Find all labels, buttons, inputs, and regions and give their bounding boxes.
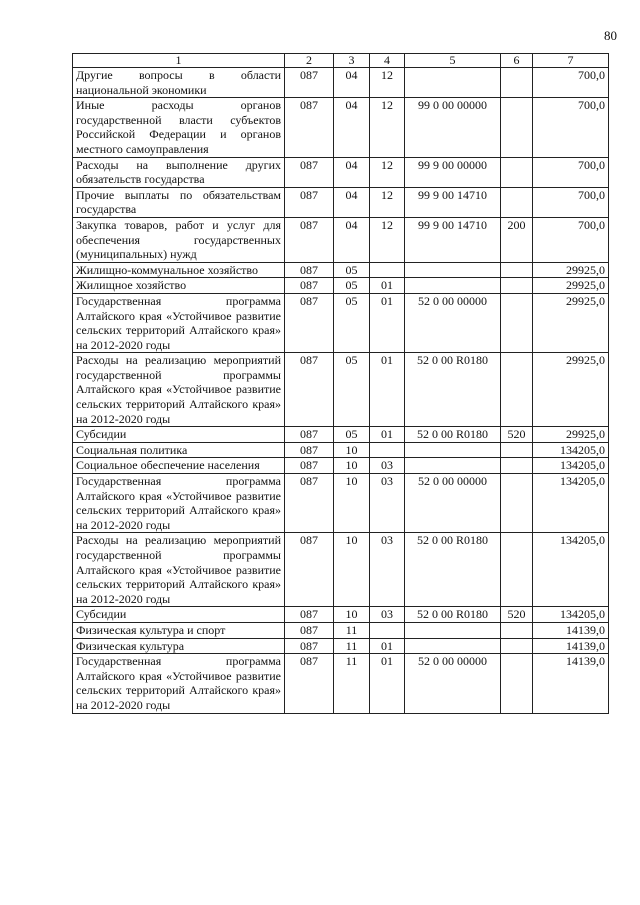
row-admin-code-cell: 087 [285, 187, 334, 217]
table-row [73, 278, 609, 294]
row-amount-cell: 29925,0 [533, 293, 609, 352]
row-name-cell: Расходы на реализацию мероприятий государственной программы Алтайского края «Устойчивое развитие сельских территорий Алтайского края» на 2012-2020 годы [73, 533, 285, 607]
table-row [73, 262, 609, 278]
row-subsection-cell: 12 [370, 157, 405, 187]
row-target-code-cell: 52 0 00 R0180 [405, 533, 501, 607]
row-subsection-cell [370, 262, 405, 278]
row-target-code-cell [405, 278, 501, 294]
row-section-cell: 10 [334, 458, 370, 474]
row-amount-cell: 700,0 [533, 68, 609, 98]
row-target-code-cell [405, 622, 501, 638]
row-name-cell: Государственная программа Алтайского края «Устойчивое развитие сельских территорий Алтайского края» на 2012-2020 годы [73, 474, 285, 533]
row-expense-type-cell [501, 442, 533, 458]
row-name-cell: Закупка товаров, работ и услуг для обеспечения государственных (муниципальных) нужд [73, 217, 285, 262]
row-expense-type-cell [501, 474, 533, 533]
row-subsection-cell [370, 622, 405, 638]
row-expense-type-cell [501, 654, 533, 713]
row-target-code-cell [405, 262, 501, 278]
row-section-cell: 10 [334, 474, 370, 533]
row-section-cell: 05 [334, 353, 370, 427]
row-admin-code-cell: 087 [285, 442, 334, 458]
row-expense-type-cell [501, 187, 533, 217]
row-amount-cell: 29925,0 [533, 262, 609, 278]
header-col-1: 1 [73, 54, 285, 68]
row-amount-cell: 700,0 [533, 187, 609, 217]
table-row [73, 217, 609, 262]
row-expense-type-cell [501, 353, 533, 427]
table-row [73, 533, 609, 607]
row-admin-code-cell: 087 [285, 157, 334, 187]
row-subsection-cell: 01 [370, 654, 405, 713]
table-row [73, 654, 609, 713]
table-row [73, 458, 609, 474]
row-subsection-cell: 12 [370, 217, 405, 262]
row-subsection-cell: 01 [370, 427, 405, 443]
header-col-4: 4 [370, 54, 405, 68]
row-admin-code-cell: 087 [285, 622, 334, 638]
row-section-cell: 10 [334, 442, 370, 458]
row-section-cell: 04 [334, 68, 370, 98]
row-name-cell: Субсидии [73, 427, 285, 443]
row-name-cell: Социальное обеспечение населения [73, 458, 285, 474]
row-subsection-cell: 01 [370, 293, 405, 352]
table-row [73, 187, 609, 217]
row-admin-code-cell: 087 [285, 458, 334, 474]
table-row [73, 427, 609, 443]
row-section-cell: 11 [334, 622, 370, 638]
row-subsection-cell: 03 [370, 533, 405, 607]
row-section-cell: 05 [334, 293, 370, 352]
row-section-cell: 11 [334, 654, 370, 713]
row-target-code-cell: 99 0 00 00000 [405, 98, 501, 157]
row-target-code-cell: 52 0 00 00000 [405, 474, 501, 533]
row-name-cell: Государственная программа Алтайского края «Устойчивое развитие сельских территорий Алтайского края» на 2012-2020 годы [73, 293, 285, 352]
table-row [73, 68, 609, 98]
row-subsection-cell: 03 [370, 607, 405, 623]
row-target-code-cell [405, 442, 501, 458]
row-name-cell: Жилищно-коммунальное хозяйство [73, 262, 285, 278]
row-admin-code-cell: 087 [285, 217, 334, 262]
row-expense-type-cell [501, 622, 533, 638]
row-target-code-cell [405, 458, 501, 474]
row-section-cell: 04 [334, 217, 370, 262]
row-target-code-cell: 99 9 00 00000 [405, 157, 501, 187]
row-name-cell: Расходы на выполнение других обязательств государства [73, 157, 285, 187]
row-admin-code-cell: 087 [285, 68, 334, 98]
budget-table [72, 53, 609, 714]
row-amount-cell: 29925,0 [533, 427, 609, 443]
table-row [73, 607, 609, 623]
row-section-cell: 04 [334, 157, 370, 187]
row-name-cell: Физическая культура [73, 638, 285, 654]
table-row [73, 293, 609, 352]
row-subsection-cell [370, 442, 405, 458]
row-admin-code-cell: 087 [285, 293, 334, 352]
row-section-cell: 10 [334, 607, 370, 623]
row-amount-cell: 134205,0 [533, 442, 609, 458]
header-col-6: 6 [501, 54, 533, 68]
row-amount-cell: 134205,0 [533, 607, 609, 623]
row-subsection-cell: 01 [370, 278, 405, 294]
row-name-cell: Социальная политика [73, 442, 285, 458]
row-expense-type-cell [501, 638, 533, 654]
row-subsection-cell: 12 [370, 98, 405, 157]
row-subsection-cell: 12 [370, 187, 405, 217]
row-expense-type-cell [501, 293, 533, 352]
row-target-code-cell: 52 0 00 R0180 [405, 427, 501, 443]
row-subsection-cell: 01 [370, 638, 405, 654]
row-amount-cell: 14139,0 [533, 622, 609, 638]
row-amount-cell: 700,0 [533, 157, 609, 187]
row-amount-cell: 29925,0 [533, 278, 609, 294]
row-target-code-cell: 52 0 00 R0180 [405, 607, 501, 623]
row-target-code-cell: 99 9 00 14710 [405, 187, 501, 217]
row-name-cell: Физическая культура и спорт [73, 622, 285, 638]
table-row [73, 98, 609, 157]
row-amount-cell: 14139,0 [533, 654, 609, 713]
row-amount-cell: 134205,0 [533, 474, 609, 533]
row-name-cell: Другие вопросы в области национальной экономики [73, 68, 285, 98]
row-admin-code-cell: 087 [285, 533, 334, 607]
table-row [73, 353, 609, 427]
table-row [73, 442, 609, 458]
row-expense-type-cell [501, 458, 533, 474]
table-row [73, 622, 609, 638]
row-expense-type-cell [501, 262, 533, 278]
row-expense-type-cell [501, 533, 533, 607]
row-section-cell: 05 [334, 427, 370, 443]
row-subsection-cell: 12 [370, 68, 405, 98]
row-amount-cell: 700,0 [533, 98, 609, 157]
row-target-code-cell [405, 638, 501, 654]
row-amount-cell: 29925,0 [533, 353, 609, 427]
row-section-cell: 11 [334, 638, 370, 654]
page-number: 80 [604, 28, 617, 43]
row-target-code-cell: 52 0 00 00000 [405, 293, 501, 352]
row-section-cell: 04 [334, 187, 370, 217]
row-section-cell: 04 [334, 98, 370, 157]
row-admin-code-cell: 087 [285, 474, 334, 533]
row-name-cell: Иные расходы органов государственной власти субъектов Российской Федерации и органов местного самоуправления [73, 98, 285, 157]
row-expense-type-cell: 520 [501, 607, 533, 623]
row-expense-type-cell: 520 [501, 427, 533, 443]
row-admin-code-cell: 087 [285, 262, 334, 278]
row-admin-code-cell: 087 [285, 98, 334, 157]
header-col-2: 2 [285, 54, 334, 68]
row-name-cell: Прочие выплаты по обязательствам государства [73, 187, 285, 217]
row-amount-cell: 134205,0 [533, 458, 609, 474]
row-subsection-cell: 03 [370, 474, 405, 533]
row-admin-code-cell: 087 [285, 654, 334, 713]
row-amount-cell: 14139,0 [533, 638, 609, 654]
row-target-code-cell [405, 68, 501, 98]
row-target-code-cell: 52 0 00 00000 [405, 654, 501, 713]
header-col-7: 7 [533, 54, 609, 68]
row-target-code-cell: 52 0 00 R0180 [405, 353, 501, 427]
row-name-cell: Государственная программа Алтайского края «Устойчивое развитие сельских территорий Алтайского края» на 2012-2020 годы [73, 654, 285, 713]
row-section-cell: 05 [334, 278, 370, 294]
table-row [73, 157, 609, 187]
header-col-3: 3 [334, 54, 370, 68]
row-name-cell: Жилищное хозяйство [73, 278, 285, 294]
row-name-cell: Расходы на реализацию мероприятий государственной программы Алтайского края «Устойчивое развитие сельских территорий Алтайского края» на 2012-2020 годы [73, 353, 285, 427]
row-admin-code-cell: 087 [285, 353, 334, 427]
row-target-code-cell: 99 9 00 14710 [405, 217, 501, 262]
row-name-cell: Субсидии [73, 607, 285, 623]
header-col-5: 5 [405, 54, 501, 68]
table-row [73, 474, 609, 533]
row-admin-code-cell: 087 [285, 607, 334, 623]
row-section-cell: 05 [334, 262, 370, 278]
row-section-cell: 10 [334, 533, 370, 607]
row-amount-cell: 134205,0 [533, 533, 609, 607]
row-amount-cell: 700,0 [533, 217, 609, 262]
table-row [73, 638, 609, 654]
header-row [73, 54, 609, 68]
row-expense-type-cell [501, 98, 533, 157]
row-admin-code-cell: 087 [285, 638, 334, 654]
row-admin-code-cell: 087 [285, 427, 334, 443]
row-expense-type-cell [501, 157, 533, 187]
row-expense-type-cell [501, 68, 533, 98]
row-expense-type-cell [501, 278, 533, 294]
row-admin-code-cell: 087 [285, 278, 334, 294]
row-subsection-cell: 01 [370, 353, 405, 427]
row-expense-type-cell: 200 [501, 217, 533, 262]
row-subsection-cell: 03 [370, 458, 405, 474]
